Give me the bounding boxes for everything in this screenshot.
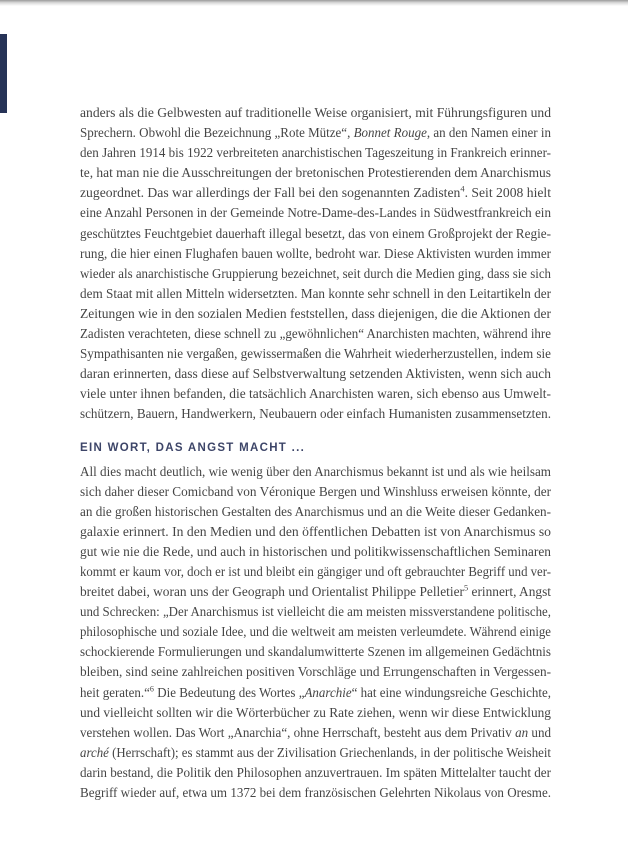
text-line: breitet dabei, woran uns der Geograph und Orientalist Philippe Pelletier$^5$ erinnert, Angst [80,582,551,601]
text-line: te, hat man nie die Ausschreitungen der bretonischen Protestierenden dem Anarchismus [80,166,551,182]
body-paragraph-2 [80,463,551,805]
text-line: geschütztes Feuchtgebiet dauerhaft illegal besetzt, das von einem Großprojekt der Regie- [80,226,551,242]
text-line: Zeitungen wie in den sozialen Medien feststellen, dass diejenigen, die die Aktionen der [80,306,551,322]
text-line: Begriff wieder auf, etwa um 1372 bei dem französischen Gelehrten Nikolaus von Oresme. [80,786,551,801]
text-line: und vielleicht sollten wir die Wörterbücher zu Rate ziehen, wenn wir diese Entwicklung [80,705,551,721]
text-line: kommt er kaum vor, doch er ist und bleibt ein gängiger und oft gebrauchter Begriff und ver- [80,564,551,580]
text-line: verstehen wollen. Das Wort „Anarchia“, ohne Herrschaft, besteht aus dem Privativ an und [80,725,551,741]
text-line: sich daher dieser Comicband von Véronique Bergen und Winshluss erweisen könnte, der [80,484,551,500]
text-line: Zadisten verachteten, diese schnell zu „gewöhnlichen“ Anarchisten machten, während ihre [80,327,551,343]
text-line: heit geraten.“$^6$ Die Bedeutung des Wortes „Anarchie“ hat eine windungsreiche Geschichte, [80,682,551,701]
page-edge-marker [0,34,7,113]
text-line: schockierende Formulierungen und skandalumwitterte Szenen im allgemeinen Gedächtnis [80,645,551,661]
text-line: galaxie erinnert. In den Medien und den öffentlichen Debatten ist von Anarchismus so [80,524,551,540]
text-line: wieder als anarchistische Gruppierung bezeichnet, seit durch die Medien ging, dass sie sich [80,266,551,282]
text-line: dem Staat mit allen Mitteln widersetzten. Man konnte sehr schnell in den Leitartikeln der [80,286,551,302]
text-line: zugeordnet. Das war allerdings der Fall bei den sogenannten Zadisten$^4$. Seit 2008 hielt [80,183,551,202]
text-line: All dies macht deutlich, wie wenig über den Anarchismus bekannt ist und als wie heilsam [80,464,551,480]
text-line: schützern, Bauern, Handwerkern, Neubauern oder einfach Humanisten zusammensetzten. [80,407,551,423]
text-line: daran erinnerten, dass diese auf Selbstverwaltung setzenden Aktivisten, wenn sich auch [80,367,551,383]
text-line: gut wie nie die Rede, und auch in historischen und politikwissenschaftlichen Seminaren [80,544,551,560]
text-line: den Jahren 1914 bis 1922 verbreiteten anarchistischen Tageszeitung in Frankreich erinner- [80,146,551,162]
text-line: bleiben, sind seine zahlreichen positiven Vorschläge und Errungenschaften in Vergessen- [80,665,551,681]
text-line: arché (Herrschaft); es stammt aus der Zivilisation Griechenlands, in der politische Weisheit [80,745,551,761]
body-paragraph-1 [80,104,551,426]
text-line: darin bestand, die Politik den Philosophen anzuvertrauen. Im späten Mittelalter taucht der [80,765,551,781]
text-line: Sprechern. Obwohl die Bezeichnung „Rote Mütze“, Bonnet Rouge, an den Namen einer in [80,126,551,142]
text-line: anders als die Gelbwesten auf traditionelle Weise organisiert, mit Führungsfiguren und [80,106,551,121]
text-line: und Schrecken: „Der Anarchismus ist vielleicht die am meisten missverstandene politische, [80,605,551,621]
text-line: viele unter ihnen befanden, die tatsächlich Anarchisten waren, sich ebenso aus Umwelt- [80,387,551,403]
text-line: philosophische und soziale Idee, und die weltweit am meisten verleumdete. Während einige [80,625,551,641]
text-line: eine Anzahl Personen in der Gemeinde Notre-Dame-des-Landes in Südwestfrankreich ein [80,206,551,222]
text-line: an die großen historischen Gestalten des Anarchismus und an die Weite dieser Gedanken- [80,504,551,520]
section-heading: EIN WORT, DAS ANGST MACHT ... [80,441,306,454]
text-line: Sympathisanten nie vergaßen, gewissermaßen die Wahrheit wiederherzustellen, indem sie [80,347,551,363]
page-content [80,0,551,804]
text-line: rung, die hier einen Flughafen bauen wollte, bedroht war. Diese Aktivisten wurden immer [80,246,551,262]
